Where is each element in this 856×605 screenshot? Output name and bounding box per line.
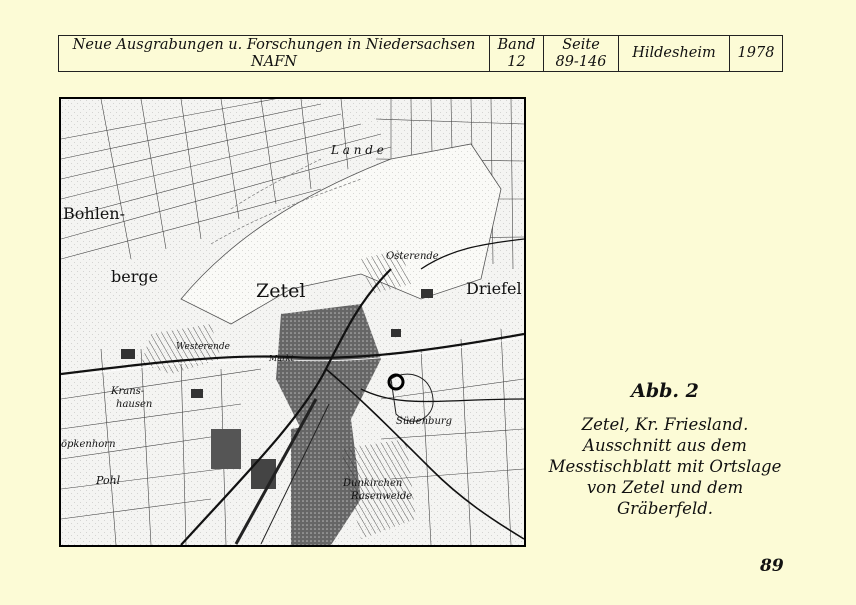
seite-cell — [544, 36, 619, 72]
caption-line: Ausschnitt aus dem — [583, 436, 747, 455]
bibliographic-header — [58, 35, 783, 72]
publication-abbreviation: NAFN — [251, 53, 297, 70]
label-dunkirchen: Dunkirchen — [343, 478, 403, 489]
label-kranshausen-1: Krans- — [111, 386, 145, 397]
publication-title: Neue Ausgrabungen u. Forschungen in Niedersachsen — [72, 36, 476, 53]
publication-place: Hildesheim — [632, 45, 716, 61]
label-sudenburg: Südenburg — [396, 416, 453, 427]
year-cell — [730, 36, 783, 72]
label-westerende: Westerende — [176, 342, 230, 352]
label-pohl: Pohl — [96, 474, 121, 487]
label-bohlenberge-1: Bohlen- — [63, 204, 125, 223]
band-cell — [490, 36, 544, 72]
seite-value: 89-146 — [555, 53, 607, 70]
band-label: Band — [497, 36, 536, 53]
publication-year: 1978 — [737, 45, 775, 61]
caption-line: Messtischblatt mit Ortslage — [548, 457, 782, 476]
figure-description — [545, 414, 785, 519]
label-rasenweide: Rasenweide — [351, 491, 413, 502]
label-lopkenhorn: öpkenhorn — [61, 439, 116, 450]
label-bohlenberge-2: berge — [111, 267, 159, 286]
seite-label: Seite — [562, 36, 600, 53]
caption-line: Gräberfeld. — [616, 499, 714, 518]
label-lande: L a n d e — [331, 143, 384, 157]
label-zetel: Zetel — [256, 280, 306, 302]
label-kranshausen-2: hausen — [116, 399, 153, 410]
caption-line: Zetel, Kr. Friesland. — [581, 415, 749, 434]
map-drawing — [61, 99, 524, 545]
topographic-map — [59, 97, 526, 547]
place-cell — [619, 36, 730, 72]
publication-cell — [59, 36, 490, 72]
label-markt: Markt — [269, 354, 294, 363]
label-driefel: Driefel — [466, 279, 522, 298]
figure-title: Abb. 2 — [631, 380, 699, 402]
page-number: 89 — [760, 556, 784, 576]
figure-caption — [545, 380, 785, 519]
label-osterende: Osterende — [386, 251, 439, 262]
band-value: 12 — [507, 53, 526, 70]
caption-line: von Zetel und dem — [586, 478, 744, 497]
